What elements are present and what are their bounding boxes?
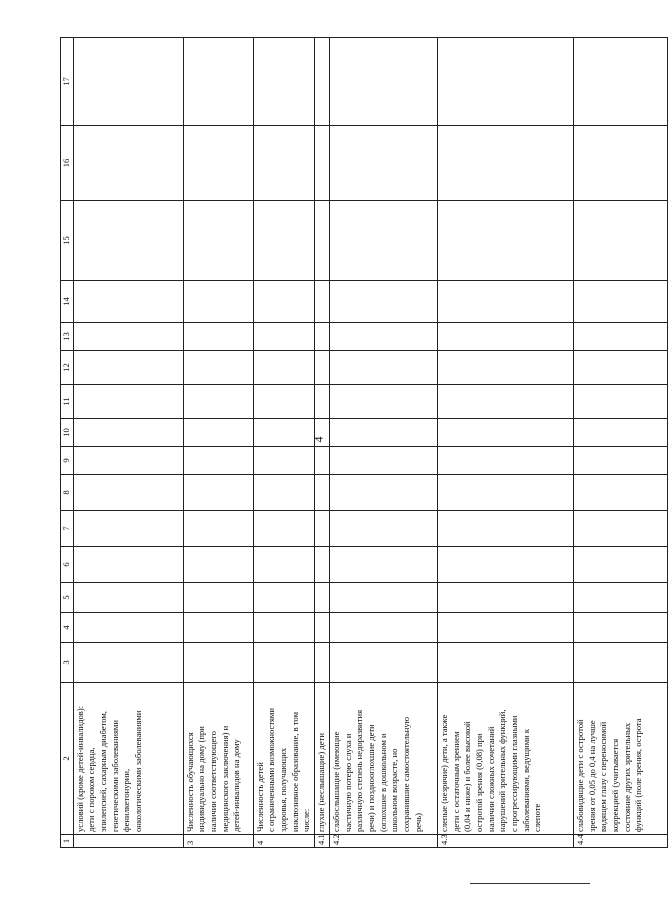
column-header: 6 xyxy=(61,547,74,583)
value-cell xyxy=(315,583,330,613)
value-cell xyxy=(183,447,253,475)
value-cell xyxy=(329,511,437,547)
column-header: 9 xyxy=(61,447,74,475)
value-cell xyxy=(73,201,183,281)
value-cell xyxy=(73,583,183,613)
column-header: 15 xyxy=(61,201,74,281)
row-number xyxy=(73,835,183,848)
value-cell xyxy=(253,126,314,201)
value-cell xyxy=(573,385,667,419)
value-cell xyxy=(573,547,667,583)
report-table xyxy=(60,38,644,848)
value-cell xyxy=(573,351,667,385)
value-cell xyxy=(437,351,573,385)
value-cell xyxy=(315,511,330,547)
value-cell xyxy=(253,547,314,583)
value-cell xyxy=(183,643,253,683)
value-cell xyxy=(315,385,330,419)
column-header: 5 xyxy=(61,583,74,613)
row-indicator-name: слабовидящие дети с остротой зрения от 0,05 до 0,4 на лучше видящем глазу с переносимой коррекцией (учитывается состояние других зрительных функций (поле зрения, острота xyxy=(573,683,667,835)
value-cell xyxy=(73,475,183,511)
value-cell xyxy=(73,385,183,419)
value-cell xyxy=(329,385,437,419)
value-cell xyxy=(73,447,183,475)
value-cell xyxy=(183,613,253,643)
value-cell xyxy=(437,385,573,419)
value-cell xyxy=(73,643,183,683)
value-cell xyxy=(573,323,667,351)
value-cell xyxy=(253,643,314,683)
value-cell xyxy=(329,38,437,126)
value-cell xyxy=(315,201,330,281)
row-number: 4.2 xyxy=(329,835,437,848)
value-cell xyxy=(315,38,330,126)
column-header: 7 xyxy=(61,511,74,547)
value-cell xyxy=(437,547,573,583)
column-header: 14 xyxy=(61,281,74,323)
value-cell xyxy=(437,38,573,126)
value-cell xyxy=(315,323,330,351)
column-header: 10 xyxy=(61,419,74,447)
value-cell xyxy=(437,201,573,281)
table-row xyxy=(573,38,667,848)
value-cell xyxy=(253,511,314,547)
value-cell xyxy=(73,547,183,583)
value-cell xyxy=(315,126,330,201)
row-number: 3 xyxy=(183,835,253,848)
value-cell xyxy=(315,613,330,643)
value-cell xyxy=(573,475,667,511)
value-cell xyxy=(573,511,667,547)
value-cell xyxy=(183,201,253,281)
value-cell xyxy=(183,126,253,201)
value-cell xyxy=(329,475,437,511)
value-cell xyxy=(437,126,573,201)
row-indicator-name: Численность детей с ограниченными возможностями здоровья, получающих инклюзивное образование, в том числе: xyxy=(253,683,314,835)
row-number: 4.1 xyxy=(315,835,330,848)
column-header: 3 xyxy=(61,643,74,683)
value-cell xyxy=(73,511,183,547)
value-cell xyxy=(73,323,183,351)
row-indicator-name: глухие (неслышащие) дети xyxy=(315,683,330,835)
value-cell xyxy=(329,201,437,281)
value-cell xyxy=(73,281,183,323)
value-cell xyxy=(315,547,330,583)
value-cell xyxy=(183,511,253,547)
value-cell xyxy=(183,583,253,613)
value-cell xyxy=(315,447,330,475)
table-row xyxy=(437,38,573,848)
value-cell xyxy=(329,281,437,323)
column-header: 2 xyxy=(61,683,74,835)
value-cell xyxy=(573,447,667,475)
value-cell xyxy=(73,613,183,643)
column-number-row xyxy=(61,38,74,848)
row-indicator-name: Численность обучающихся индивидуально на дому (при наличии соответствующего медицинского заключения) и детей-инвалидов на дому xyxy=(183,683,253,835)
value-cell xyxy=(315,475,330,511)
value-cell xyxy=(315,419,330,447)
row-indicator-name: слабослышащие (имеющие частичную потерю слуха и различную степень недоразвития речи) и позднооглохшие дети (оглохшие в дошкольном и школьном возрасте, но сохранившие самостоятельную речь) xyxy=(329,683,437,835)
value-cell xyxy=(253,281,314,323)
row-indicator-name: слепые (незрячие) дети, а также дети с остаточным зрением (0,04 и ниже) и более высокой остротой зрения (0,08) при наличии сложных сочетаний нарушений зрительных функций, с прогрессирующими глазными заболеваниями, ведущими к слепоте xyxy=(437,683,573,835)
value-cell xyxy=(253,613,314,643)
value-cell xyxy=(73,126,183,201)
value-cell xyxy=(183,475,253,511)
value-cell xyxy=(183,38,253,126)
value-cell xyxy=(573,281,667,323)
page-number: 4 xyxy=(311,436,326,443)
value-cell xyxy=(253,385,314,419)
value-cell xyxy=(437,643,573,683)
value-cell xyxy=(73,351,183,385)
value-cell xyxy=(315,643,330,683)
value-cell xyxy=(183,281,253,323)
row-number: 4.4 xyxy=(573,835,667,848)
table-row xyxy=(315,38,330,848)
value-cell xyxy=(253,351,314,385)
value-cell xyxy=(329,547,437,583)
value-cell xyxy=(183,351,253,385)
footer-line xyxy=(470,883,590,884)
column-header: 8 xyxy=(61,475,74,511)
value-cell xyxy=(329,613,437,643)
value-cell xyxy=(73,419,183,447)
value-cell xyxy=(253,323,314,351)
value-cell xyxy=(437,419,573,447)
value-cell xyxy=(183,385,253,419)
value-cell xyxy=(329,447,437,475)
row-number: 4.3 xyxy=(437,835,573,848)
value-cell xyxy=(437,323,573,351)
row-number: 4 xyxy=(253,835,314,848)
table-row xyxy=(73,38,183,848)
value-cell xyxy=(329,351,437,385)
value-cell xyxy=(573,583,667,613)
value-cell xyxy=(183,547,253,583)
value-cell xyxy=(573,38,667,126)
value-cell xyxy=(573,201,667,281)
value-cell xyxy=(315,281,330,323)
table-row xyxy=(329,38,437,848)
column-header: 17 xyxy=(61,38,74,126)
value-cell xyxy=(73,38,183,126)
value-cell xyxy=(329,419,437,447)
value-cell xyxy=(315,351,330,385)
value-cell xyxy=(329,583,437,613)
table-row xyxy=(183,38,253,848)
value-cell xyxy=(253,475,314,511)
value-cell xyxy=(183,323,253,351)
column-header: 12 xyxy=(61,351,74,385)
value-cell xyxy=(437,583,573,613)
value-cell xyxy=(437,511,573,547)
value-cell xyxy=(253,201,314,281)
value-cell xyxy=(573,613,667,643)
value-cell xyxy=(253,583,314,613)
value-cell xyxy=(437,613,573,643)
value-cell xyxy=(437,475,573,511)
column-header: 1 xyxy=(61,835,74,848)
value-cell xyxy=(183,419,253,447)
value-cell xyxy=(437,447,573,475)
value-cell xyxy=(329,126,437,201)
column-header: 11 xyxy=(61,385,74,419)
value-cell xyxy=(329,323,437,351)
column-header: 13 xyxy=(61,323,74,351)
value-cell xyxy=(253,38,314,126)
value-cell xyxy=(437,281,573,323)
value-cell xyxy=(253,419,314,447)
value-cell xyxy=(253,447,314,475)
table-row xyxy=(253,38,314,848)
value-cell xyxy=(573,126,667,201)
row-indicator-name: условий (кроме детей-инвалидов): дети с пороком сердца, эпилепсией, сахарным диабетом, генетическими заболеваниями фенилкетонурии, онкологическими заболеваниями xyxy=(73,683,183,835)
value-cell xyxy=(573,643,667,683)
value-cell xyxy=(329,643,437,683)
column-header: 16 xyxy=(61,126,74,201)
column-header: 4 xyxy=(61,613,74,643)
value-cell xyxy=(573,419,667,447)
